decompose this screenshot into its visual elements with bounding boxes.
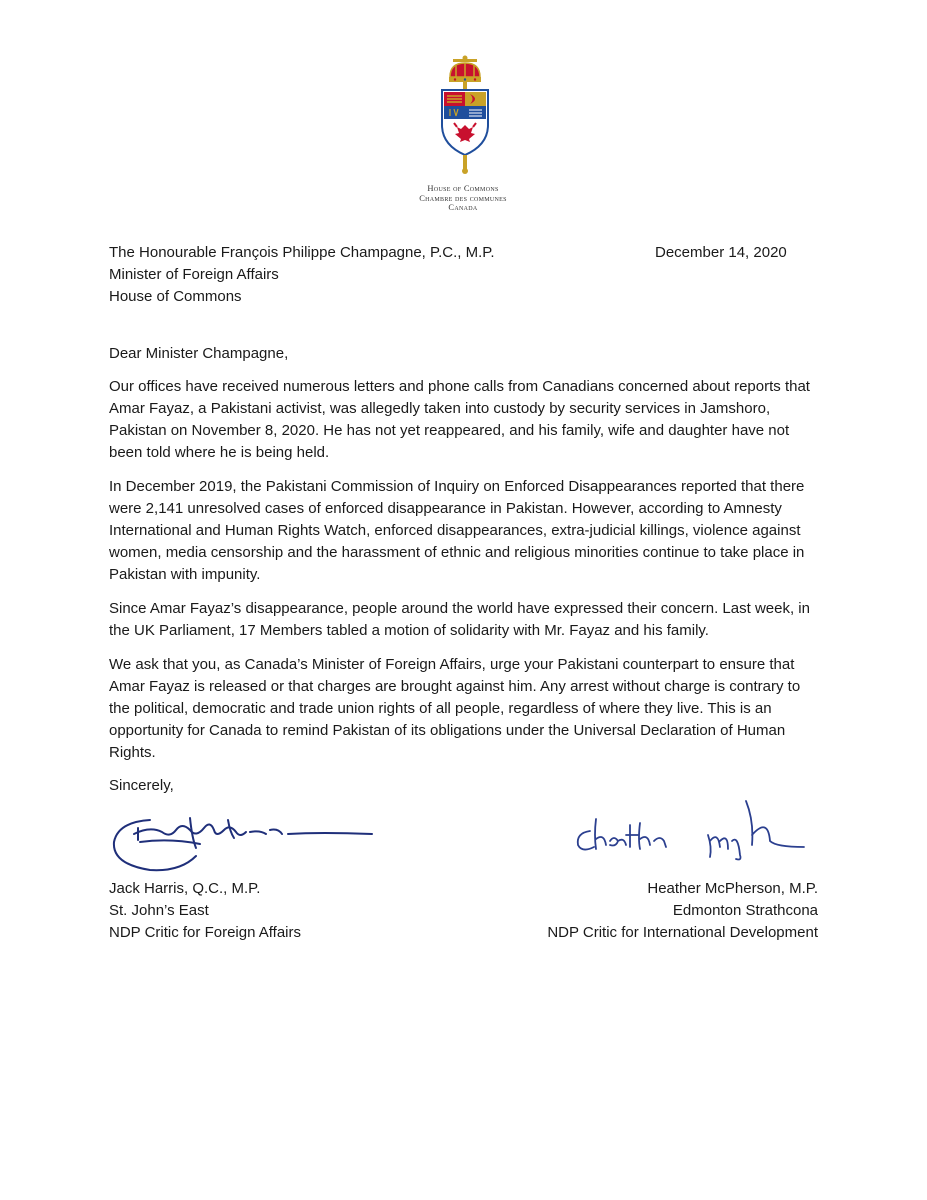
recipient-title: Minister of Foreign Affairs bbox=[109, 266, 279, 283]
institution-name bbox=[363, 184, 563, 213]
recipient-address bbox=[109, 242, 495, 308]
institution-country: Canada bbox=[448, 202, 478, 212]
closing: Sincerely, bbox=[109, 777, 174, 794]
paragraph-4: We ask that you, as Canada’s Minister of Foreign Affairs, urge your Pakistani counterpart to ensure that Amar Fayaz is released or that charges are brought against him. Any arrest without charge is contrary to the political, democratic and trade union rights of all people, regardless of where they live. This is an opportunity for Canada to remind Pakistan of its obligations under the Universal Declaration of Human Rights. bbox=[109, 656, 801, 761]
signatory-role: NDP Critic for Foreign Affairs bbox=[109, 924, 302, 941]
parliament-crest-icon bbox=[420, 55, 510, 175]
letter-date: December 14, 2020 bbox=[655, 244, 787, 261]
recipient-office: House of Commons bbox=[109, 288, 242, 305]
letter-body bbox=[109, 376, 821, 776]
signatory-name: Heather McPherson, M.P. bbox=[647, 880, 818, 897]
signatory-riding: St. John’s East bbox=[109, 902, 209, 919]
signatory-name: Jack Harris, Q.C., M.P. bbox=[109, 880, 261, 897]
recipient-name: The Honourable François Philippe Champagne, P.C., M.P. bbox=[109, 244, 495, 261]
signature-heather-mcpherson bbox=[570, 795, 830, 865]
institution-name-en: House of Commons bbox=[427, 183, 499, 193]
paragraph-2: In December 2019, the Pakistani Commission of Inquiry on Enforced Disappearances reported that there were 2,141 unresolved cases of enforced disappearance in Pakistan. However, according to Amnesty International and Human Rights Watch, enforced disappearances, extra-judicial killings, violence against women, media censorship and the harassment of ethnic and religious minorities continue to take place in Pakistan with impunity. bbox=[109, 478, 805, 583]
salutation: Dear Minister Champagne, bbox=[109, 345, 289, 362]
crown-icon bbox=[449, 56, 481, 83]
signatory-heather-mcpherson bbox=[520, 878, 818, 944]
shield-icon bbox=[442, 90, 488, 155]
signatory-role: NDP Critic for International Development bbox=[547, 924, 818, 941]
signature-jack-harris bbox=[110, 808, 380, 876]
paragraph-3: Since Amar Fayaz’s disappearance, people around the world have expressed their concern. Last week, in the UK Parliament, 17 Members tabled a motion of solidarity with Mr. Fayaz and his family. bbox=[109, 600, 810, 639]
paragraph-1: Our offices have received numerous letters and phone calls from Canadians concerned about reports that Amar Fayaz, a Pakistani activist, was allegedly taken into custody by security services in Jamshoro, Pakistan on November 8, 2020. He has not yet reappeared, and his family, wife and daughter have not been told where he is being held. bbox=[109, 378, 810, 461]
institution-name-fr: Chambre des communes bbox=[419, 192, 507, 203]
signatory-jack-harris bbox=[109, 878, 301, 944]
signatory-riding: Edmonton Strathcona bbox=[672, 902, 818, 919]
